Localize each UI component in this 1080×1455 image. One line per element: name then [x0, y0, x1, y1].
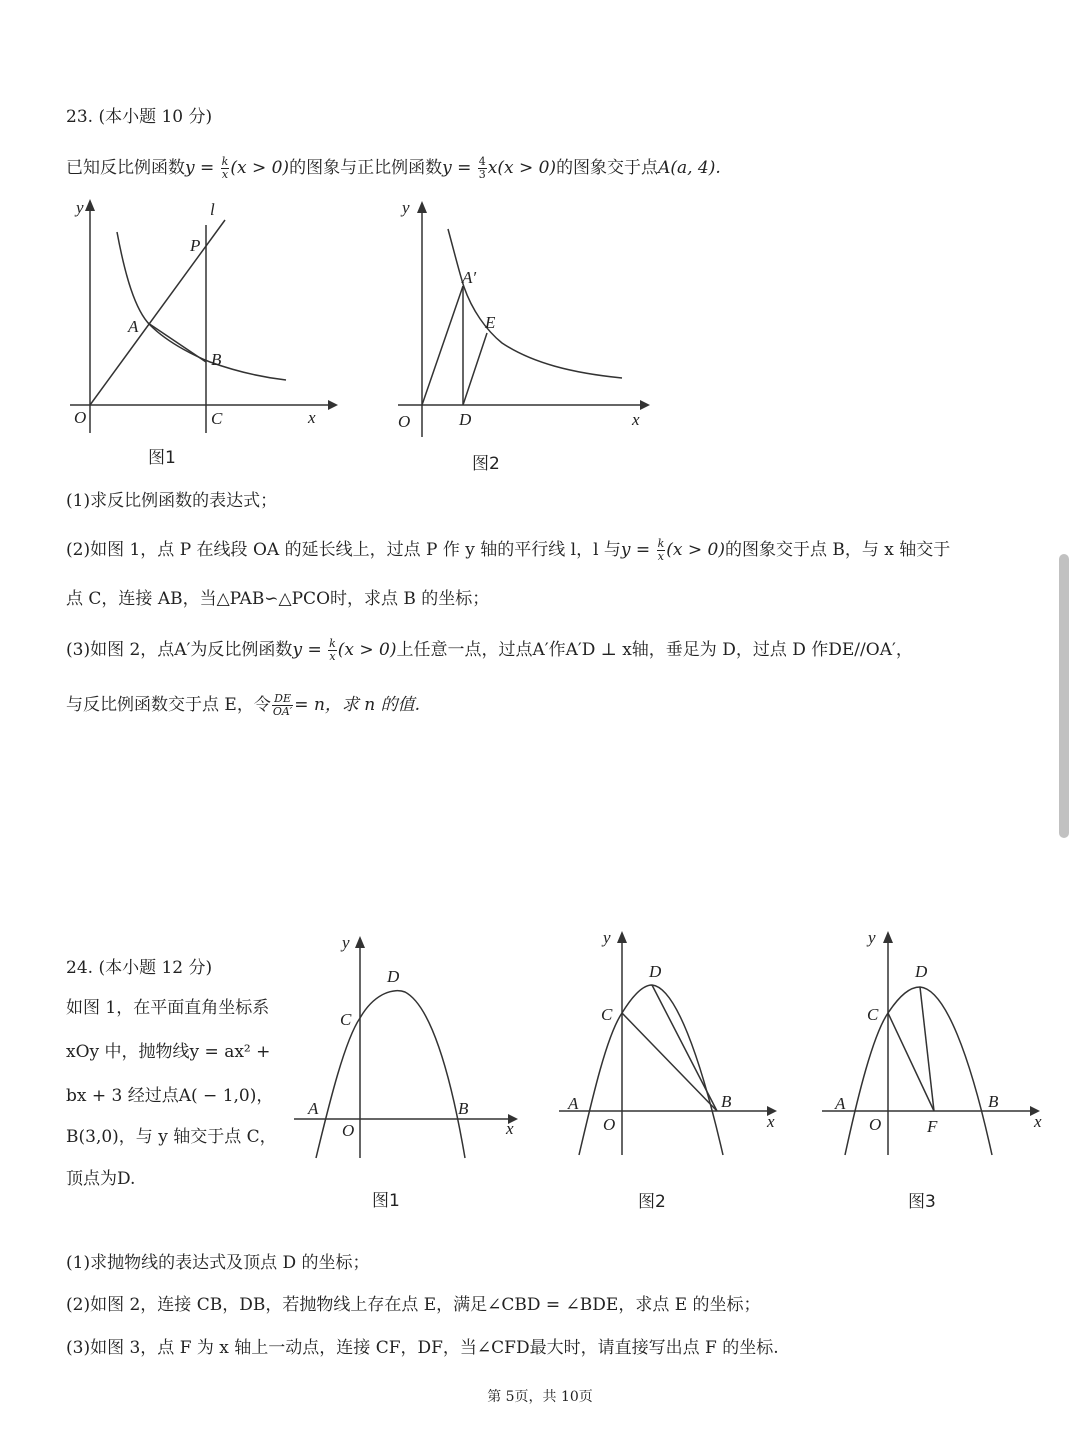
- q24-stem-line: 顶点为D.: [66, 1169, 136, 1189]
- svg-text:C: C: [211, 409, 223, 428]
- svg-text:图1: 图1: [148, 448, 176, 468]
- svg-text:B: B: [988, 1092, 999, 1111]
- svg-text:O: O: [74, 408, 87, 427]
- q23-part-2-line-1: (2)如图 1，点 P 在线段 OA 的延长线上，过点 P 作 y 轴的平行线 l，l 与y = $\frac{k}{x}$ (x > 0)的图象交于点 B，与 x 轴交于: [66, 537, 951, 563]
- q23-header: 23. (本小题 10 分): [66, 107, 213, 127]
- svg-text:y: y: [342, 933, 350, 952]
- svg-text:y: y: [868, 928, 876, 947]
- fraction-k-over-x: $\frac{k}{x}$: [221, 155, 229, 181]
- q24-stem-line: 如图 1，在平面直角坐标系: [66, 998, 270, 1018]
- q24-part-2: (2)如图 2，连接 CB，DB，若抛物线上存在点 E，满足∠CBD = ∠BDE，求点 E 的坐标；: [66, 1295, 761, 1315]
- svg-text:l: l: [210, 200, 215, 219]
- svg-text:图3: 图3: [908, 1192, 936, 1212]
- q23-figure-1: [60, 195, 340, 475]
- svg-text:B: B: [211, 350, 222, 369]
- svg-text:A: A: [308, 1099, 319, 1118]
- svg-text:y: y: [76, 198, 84, 217]
- svg-text:A′: A′: [462, 268, 477, 287]
- q24-part-1: (1)求抛物线的表达式及顶点 D 的坐标；: [66, 1253, 370, 1273]
- svg-text:C: C: [867, 1005, 879, 1024]
- svg-text:x: x: [506, 1119, 514, 1138]
- svg-text:C: C: [340, 1010, 352, 1029]
- fraction-de-over-oa: $\frac{DE}{OA'}$: [272, 692, 293, 718]
- q23-part-1: (1)求反比例函数的表达式；: [66, 491, 278, 511]
- fraction-k-over-x: $\frac{k}{x}$: [657, 537, 665, 563]
- svg-text:E: E: [485, 313, 496, 332]
- svg-text:x: x: [308, 408, 316, 427]
- svg-text:D: D: [649, 962, 662, 981]
- svg-text:y: y: [603, 928, 611, 947]
- svg-text:D: D: [387, 967, 400, 986]
- svg-text:O: O: [869, 1115, 882, 1134]
- vertical-scrollbar-thumb[interactable]: [1059, 554, 1069, 838]
- svg-text:P: P: [190, 236, 201, 255]
- svg-text:图2: 图2: [638, 1192, 666, 1212]
- q24-stem-line: xOy 中，抛物线y = ax² +: [66, 1042, 271, 1062]
- svg-text:图2: 图2: [472, 454, 500, 474]
- svg-text:x: x: [632, 410, 640, 429]
- svg-text:x: x: [1034, 1112, 1042, 1131]
- svg-text:B: B: [458, 1099, 469, 1118]
- svg-text:B: B: [721, 1092, 732, 1111]
- svg-text:y: y: [402, 198, 410, 217]
- fraction-k-over-x: $\frac{k}{x}$: [329, 637, 336, 663]
- svg-text:O: O: [398, 412, 411, 431]
- svg-text:A: A: [568, 1094, 579, 1113]
- q24-part-3: (3)如图 3，点 F 为 x 轴上一动点，连接 CF，DF，当∠CFD最大时，请直接写出点 F 的坐标.: [66, 1338, 779, 1358]
- svg-text:C: C: [601, 1005, 613, 1024]
- q23-part-2-line-2: 点 C，连接 AB，当△PAB∽△PCO时，求点 B 的坐标；: [66, 589, 490, 609]
- svg-text:O: O: [603, 1115, 616, 1134]
- svg-text:O: O: [342, 1121, 355, 1140]
- q24-stem-line: B(3,0)，与 y 轴交于点 C，: [66, 1127, 277, 1147]
- q23-part-3-line-1: (3)如图 2，点A′为反比例函数y = $\frac{k}{x}$ (x > 0)上任意一点，过点A′作A′D ⊥ x轴，垂足为 D，过点 D 作DE//OA′，: [66, 637, 913, 663]
- q23-stem: 已知反比例函数y = $\frac{k}{x}$ (x > 0)的图象与正比例函数y = $\frac{4}{3}$ x(x > 0)的图象交于点A(a, 4).: [66, 155, 721, 181]
- q24-figure-3: [820, 925, 1050, 1215]
- q24-figure-2: [555, 925, 795, 1215]
- q24-stem-line: bx + 3 经过点A( − 1,0)，: [66, 1086, 274, 1106]
- page-footer: 第 5页，共 10页: [487, 1389, 593, 1405]
- svg-text:D: D: [915, 962, 928, 981]
- svg-text:A: A: [835, 1094, 846, 1113]
- svg-text:D: D: [459, 410, 472, 429]
- q24-figure-1: [290, 930, 530, 1220]
- q23-figure-2: [392, 195, 662, 480]
- svg-text:图1: 图1: [372, 1191, 400, 1211]
- q23-part-3-line-2: 与反比例函数交于点 E，令 $\frac{DE}{OA'}$ = n，求 n 的值.: [66, 692, 421, 718]
- fraction-4-over-3: $\frac{4}{3}$: [478, 155, 486, 181]
- svg-text:A: A: [128, 317, 139, 336]
- svg-text:x: x: [767, 1112, 775, 1131]
- svg-text:F: F: [927, 1117, 938, 1136]
- q24-header: 24. (本小题 12 分): [66, 958, 213, 978]
